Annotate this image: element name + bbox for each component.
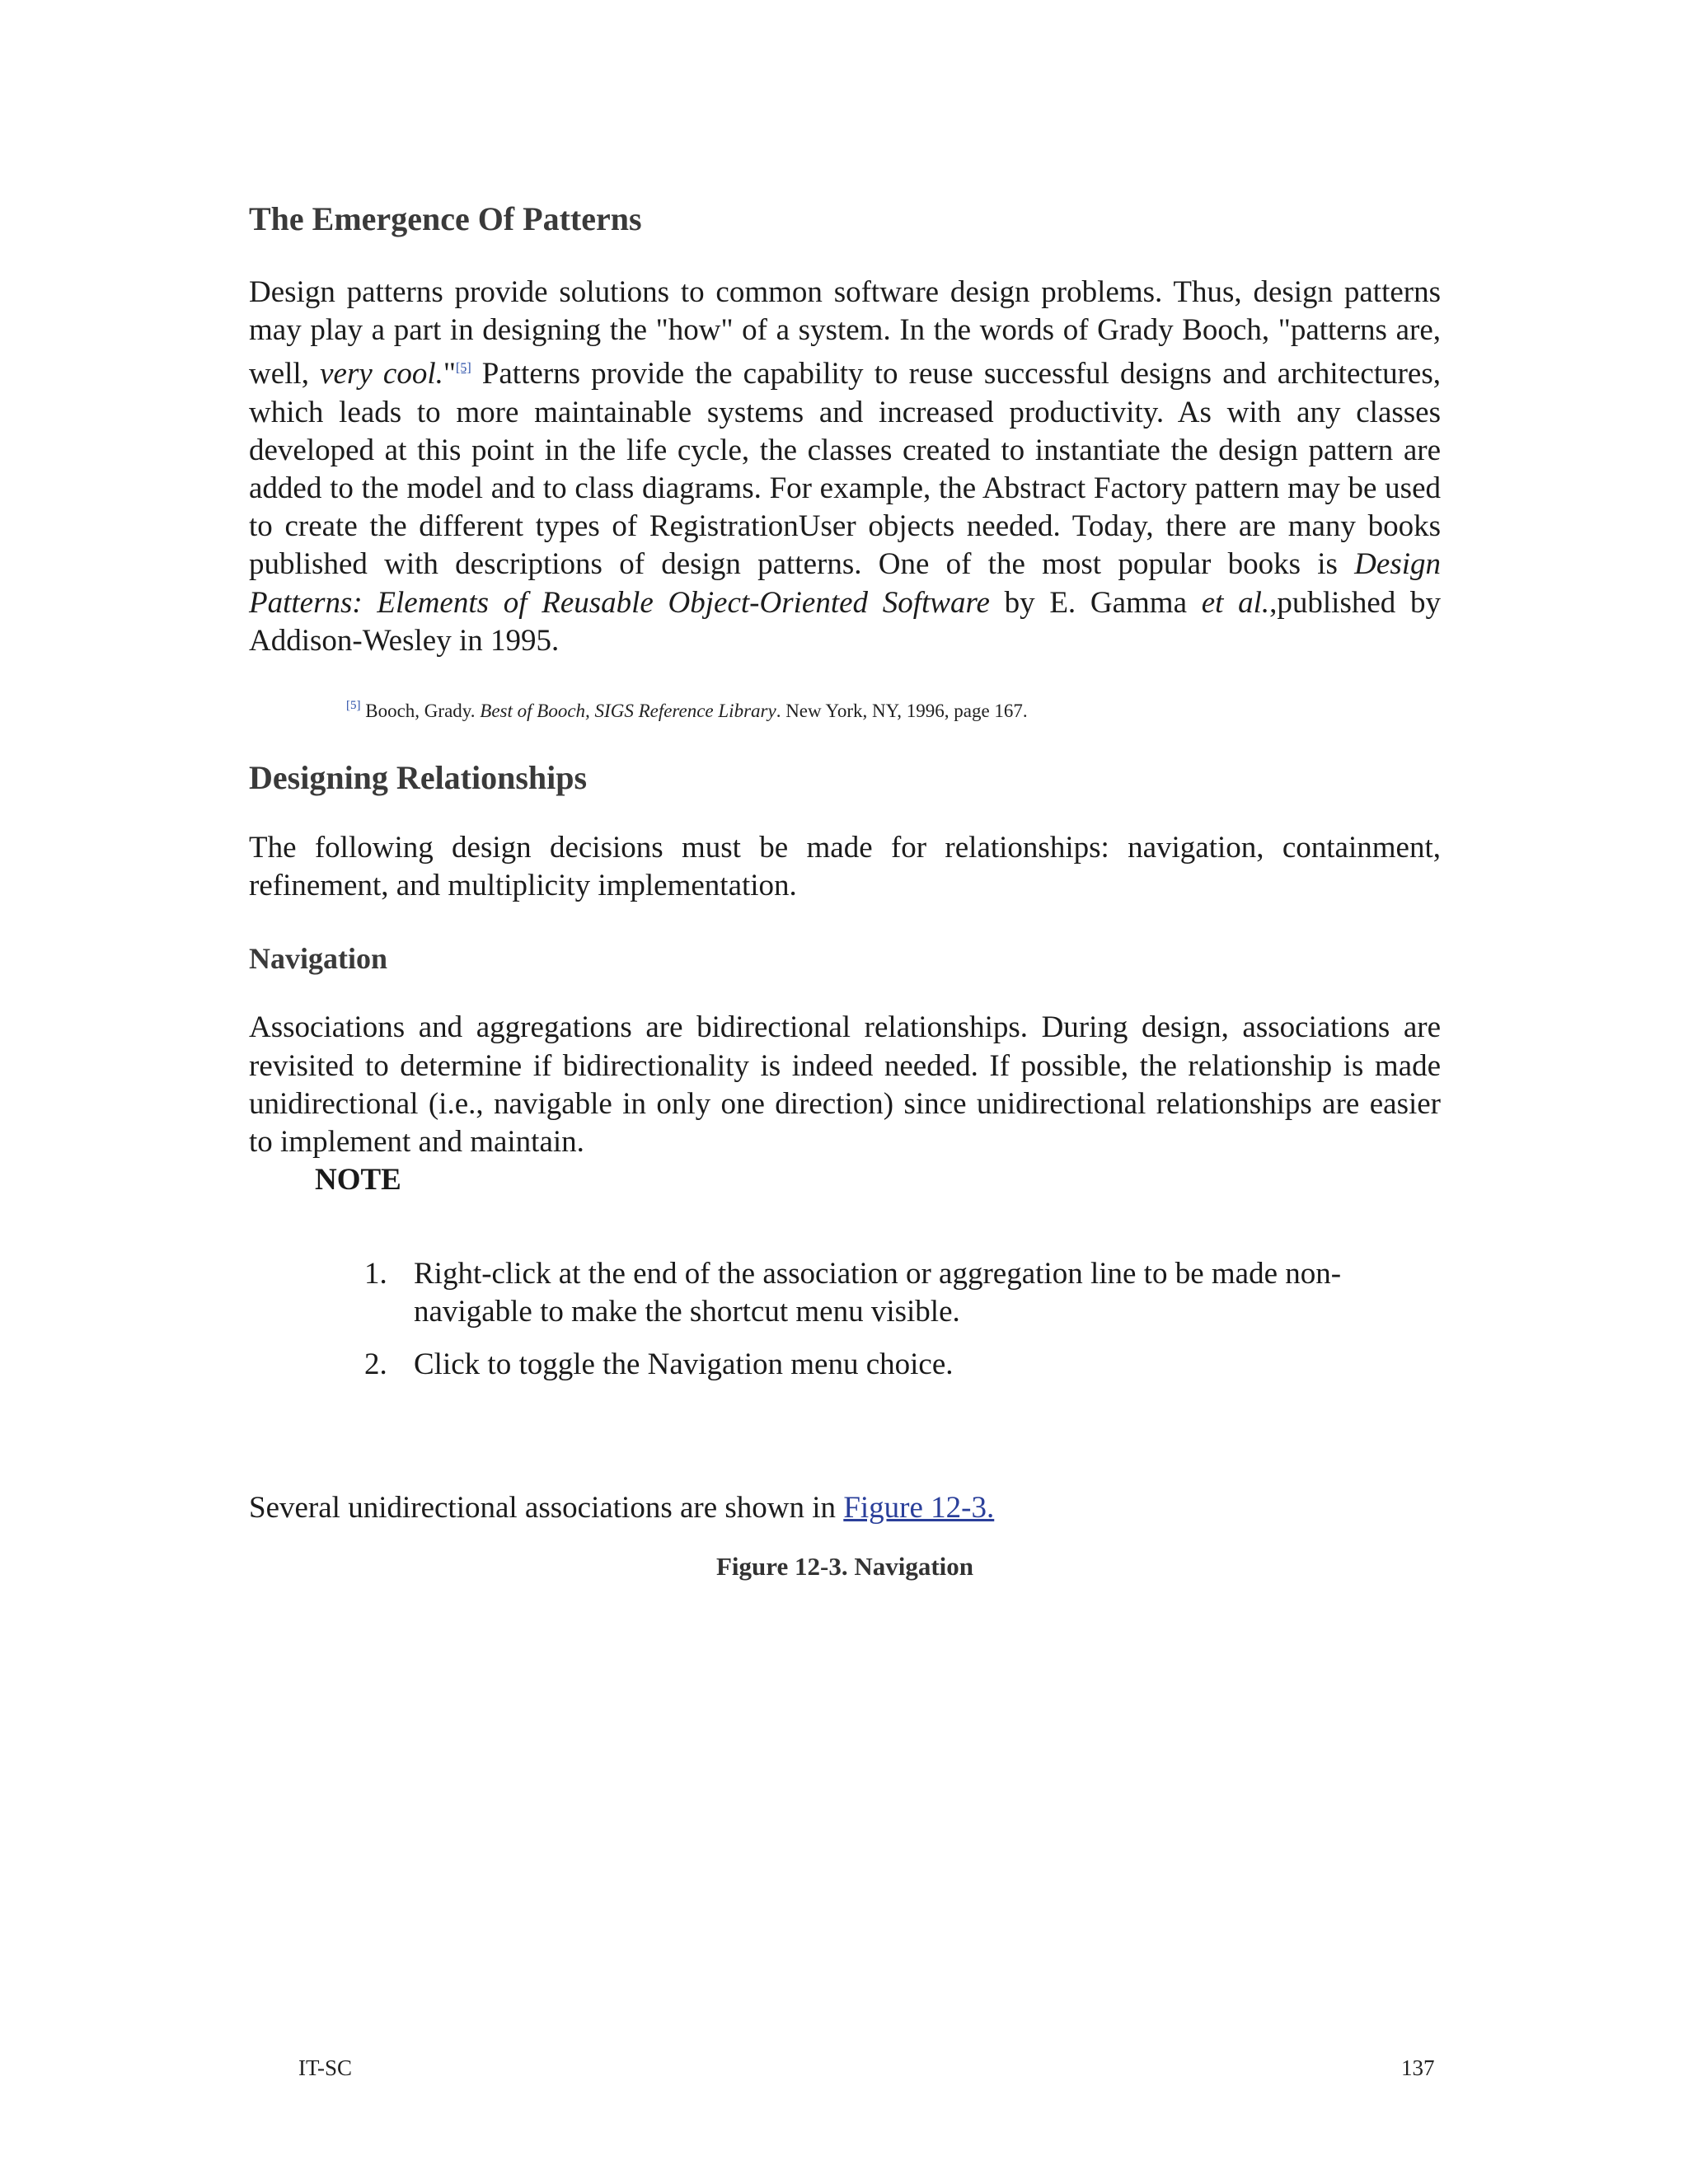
patterns-et-al: et al. [1201,585,1270,620]
footnote-mark: [5] [346,699,361,713]
patterns-text-b: " [443,357,456,391]
section-heading-patterns: The Emergence Of Patterns [249,200,642,237]
patterns-text-d: by E. Gamma [989,585,1202,620]
footnote-text-b: . New York, NY, 1996, page 167. [776,701,1028,722]
note-label: NOTE [315,1163,401,1197]
figure-reference-text: Several unidirectional associations are shown in [249,1491,844,1526]
list-item-number: 1. [364,1257,387,1291]
page-content [249,194,1441,1583]
patterns-text-c: Patterns provide the capability to reuse successful designs and architectures, which leads to more maintainable systems and increased productivity. As with any classes developed at this point in the life cycle, the classes created to instantiate the design pattern are added to the model and to class diagrams. For example, the Abstract Factory pattern may be used to create the different types of RegistrationUser objects needed. Today, there are many books published with descriptions of design patterns. One of the most popular books is [249,357,1442,582]
list-item-text: Click to toggle the Navigation menu choice. [414,1347,954,1382]
patterns-italic-very-cool: very cool. [320,357,443,391]
list-item-text: Right-click at the end of the association or aggregation line to be made non-navigable to make the shortcut menu visible. [414,1257,1342,1329]
footnote-ref-link[interactable]: [5] [455,361,471,376]
navigation-paragraph: Associations and aggregations are bidirectional relationships. During design, associations are revisited to determine if bidirectionality is indeed needed. If possible, the relationship is made unidirectional (i.e., navigable in only one direction) since unidirectional relationships are easier to implement and maintain. [249,1010,1441,1160]
figure-reference-paragraph [249,1489,1441,1527]
patterns-text-e: ,published by Addison-Wesley in 1995. [249,585,1441,658]
patterns-book-title: Design Patterns: Elements of Reusable Object-Oriented Software [249,547,1441,620]
figure-caption: Figure 12-3. Navigation [716,1552,973,1582]
footnote-text-a: Booch, Grady. [360,701,481,722]
relationships-paragraph: The following design decisions must be made for relationships: navigation, containment, refinement, and multiplicity implementation. [249,831,1441,903]
patterns-text-a: Design patterns provide solutions to common software design problems. Thus, design patterns may play a part in designing the "how" of a system. In the words of Grady Booch, "patterns are, well, [249,275,1441,391]
list-item [249,1255,1386,1331]
page-number: 137 [1401,2055,1435,2080]
patterns-paragraph [249,274,1441,660]
footer-left-label: IT-SC [298,2055,353,2080]
section-heading-relationships: Designing Relationships [249,759,588,797]
list-item [249,1346,1386,1384]
figure-12-3-link[interactable]: Figure 12-3. [843,1491,995,1526]
list-item-number: 2. [364,1347,387,1382]
footnote [346,693,1441,724]
footnote-italic: Best of Booch, SIGS Reference Library [480,701,776,722]
steps-list [249,1255,1441,1384]
subsection-heading-navigation: Navigation [249,942,388,976]
